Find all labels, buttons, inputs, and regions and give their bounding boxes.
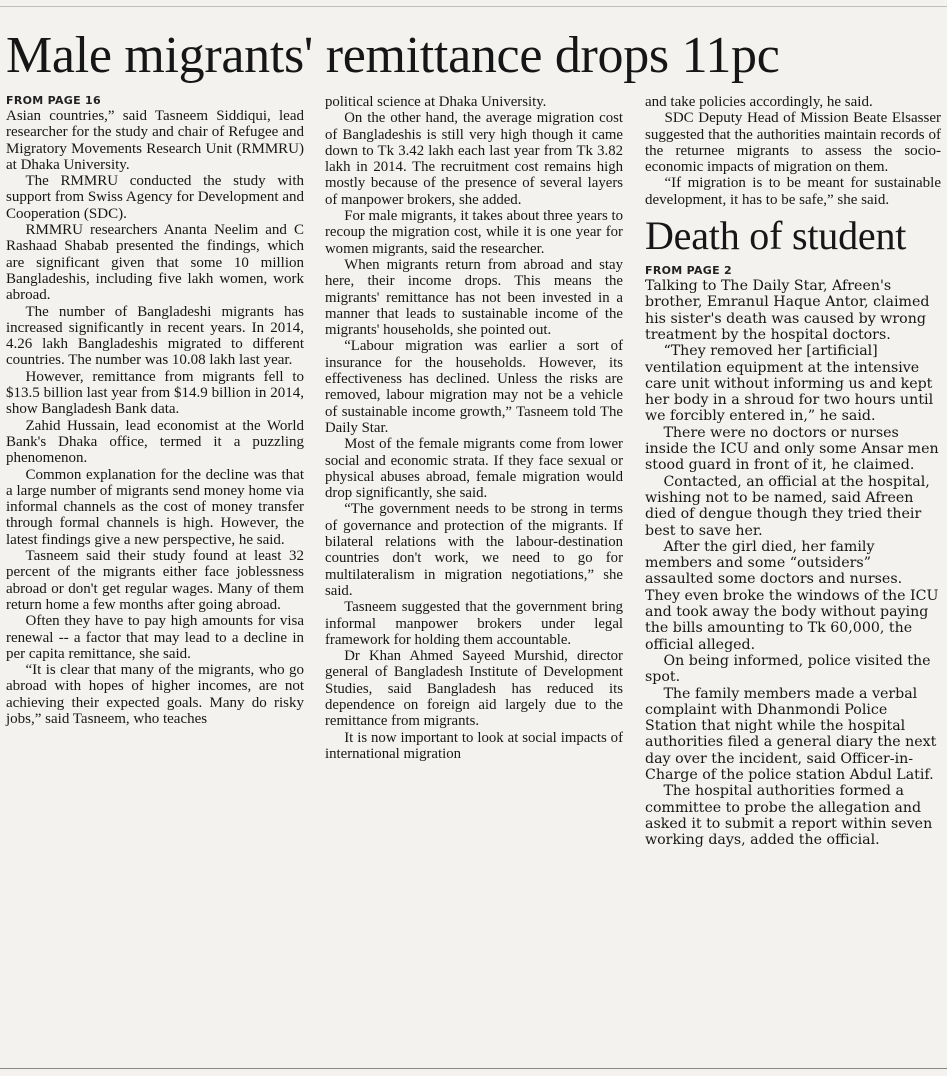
- article2-paragraphs: [645, 278, 941, 848]
- paragraph: On being informed, police visited the spot.: [645, 652, 931, 686]
- paragraph: The number of Bangladeshi migrants has increased significantly in recent years. In 2014, 4.26 lakh Bangladeshis migrated to different countries. The number was 10.08 lakh last year.: [6, 303, 304, 369]
- paragraph: and take policies accordingly, he said.: [645, 94, 873, 110]
- paragraph: Asian countries,” said Tasneem Siddiqui, lead researcher for the study and chair of Refugee and Migratory Movements Research Unit (RMMRU) at Dhaka University.: [6, 108, 304, 173]
- paragraph: It is now important to look at social impacts of international migration: [325, 729, 623, 762]
- page-headline: Male migrants' remittance drops 11pc: [6, 27, 780, 84]
- paragraph: The hospital authorities formed a committee to probe the allegation and asked it to submit a report within seven working days, added the official.: [645, 783, 933, 849]
- paragraph: Tasneem said their study found at least 32 percent of the migrants either face joblessness abroad or don't get regular wages. Many of them return home a few months after going abroad.: [6, 548, 304, 613]
- paragraph: SDC Deputy Head of Mission Beate Elsasser suggested that the authorities maintain records of the returnee migrants to assess the socio-economic impacts of migration on them.: [645, 110, 941, 176]
- article1-column-3: [645, 94, 941, 848]
- paragraph: “The government needs to be strong in terms of governance and protection of the migrants. If bilateral relations with the labour-destination countries don't work, we need to go for multilateralism in migration negotiations,” she said.: [325, 501, 623, 599]
- paragraph: Most of the female migrants come from lower social and economic strata. If they face sexual or physical abuses abroad, female migration would drop significantly, she said.: [325, 436, 623, 502]
- paragraph: When migrants return from abroad and stay here, their income drops. This means the migrants' remittance has not been invested in a manner that leads to sustainable income of the migrants' households, she pointed out.: [325, 256, 623, 339]
- bottom-rule: [0, 1068, 947, 1069]
- paragraph: “Labour migration was earlier a sort of insurance for the households. However, its effectiveness has declined. Unless the risks are removed, labour migration may not be a vehicle of sustainable income growth,” Tasneem told The Daily Star.: [325, 338, 623, 436]
- paragraph: “They removed her [artificial] ventilation equipment at the intensive care unit without informing us and kept her body in a shroud for two hours until we forcibly entered in,” he said.: [645, 343, 934, 425]
- paragraph: RMMRU researchers Ananta Neelim and C Rashaad Shabab presented the findings, which are significant given that some 10 million Bangladeshis, including five lakh women, work abroad.: [6, 222, 304, 304]
- article2-headline: Death of student: [645, 213, 907, 259]
- top-page-strip: [0, 0, 947, 7]
- article1-col2-paragraphs: [325, 94, 623, 762]
- paragraph: Often they have to pay high amounts for visa renewal -- a factor that may lead to a decline in per capita remittance, she said.: [6, 613, 304, 662]
- paragraph: The family members made a verbal complaint with Dhanmondi Police Station that night while the hospital authorities filed a general diary the next day over the incident, said Officer-in-Charge of the police station Abdul Latif.: [645, 685, 937, 783]
- article1-column-2: [325, 94, 623, 762]
- paragraph: Common explanation for the decline was that a large number of migrants send money home via informal channels as the cost of money transfer through formal channels is high. However, the latest findings give a new perspective, he said.: [6, 466, 304, 548]
- paragraph: “If migration is to be meant for sustainable development, it has to be safe,” she said.: [645, 175, 941, 208]
- paragraph: “It is clear that many of the migrants, who go abroad with hopes of higher incomes, are not achieving their expected goals. Many do risky jobs,” said Tasneem, who teaches: [6, 662, 304, 727]
- jump-label-page-16: FROM PAGE 16: [6, 94, 101, 107]
- article1-col3-paragraphs: [645, 94, 941, 208]
- article1-col1-paragraphs: [6, 108, 304, 727]
- paragraph: However, remittance from migrants fell to $13.5 billion last year from $14.9 billion in 2014, show Bangladesh Bank data.: [6, 368, 304, 418]
- paragraph: Tasneem suggested that the government bring informal manpower brokers under legal framework for holding them accountable.: [325, 599, 623, 648]
- paragraph: political science at Dhaka University.: [325, 94, 547, 110]
- article1-column-1: [6, 94, 304, 727]
- paragraph: The RMMRU conducted the study with support from Swiss Agency for Development and Cooperation (SDC).: [6, 173, 304, 222]
- paragraph: Dr Khan Ahmed Sayeed Murshid, director general of Bangladesh Institute of Development Studies, said Bangladesh has reduced its dependence on foreign aid largely due to the remittance from migrants.: [325, 648, 623, 730]
- paragraph: Talking to The Daily Star, Afreen's brother, Emranul Haque Antor, claimed his sister's death was caused by wrong treatment by the hospital doctors.: [645, 278, 930, 343]
- paragraph: Contacted, an official at the hospital, wishing not to be named, said Afreen died of dengue though they tried their best to save her.: [645, 473, 930, 539]
- paragraph: There were no doctors or nurses inside the ICU and only some Ansar men stood guard in front of it, he claimed.: [645, 424, 939, 474]
- paragraph: On the other hand, the average migration cost of Bangladeshis is still very high though it came down to Tk 3.42 lakh each last year from Tk 3.82 lakh in 2014. The recruitment cost remains high mostly because of the presence of several layers of manpower brokers, she added.: [325, 110, 623, 208]
- paragraph: Zahid Hussain, lead economist at the World Bank's Dhaka office, termed it a puzzling phenomenon.: [6, 417, 304, 467]
- paragraph: For male migrants, it takes about three years to recoup the migration cost, while it is one year for women migrants, said the researcher.: [325, 208, 623, 257]
- jump-label-page-2: FROM PAGE 2: [645, 264, 733, 278]
- paragraph: After the girl died, her family members and some “outsiders” assaulted some doctors and nurses. They even broke the windows of the ICU and took away the body without paying the bills amounting to Tk 60,000, the official alleged.: [645, 538, 939, 653]
